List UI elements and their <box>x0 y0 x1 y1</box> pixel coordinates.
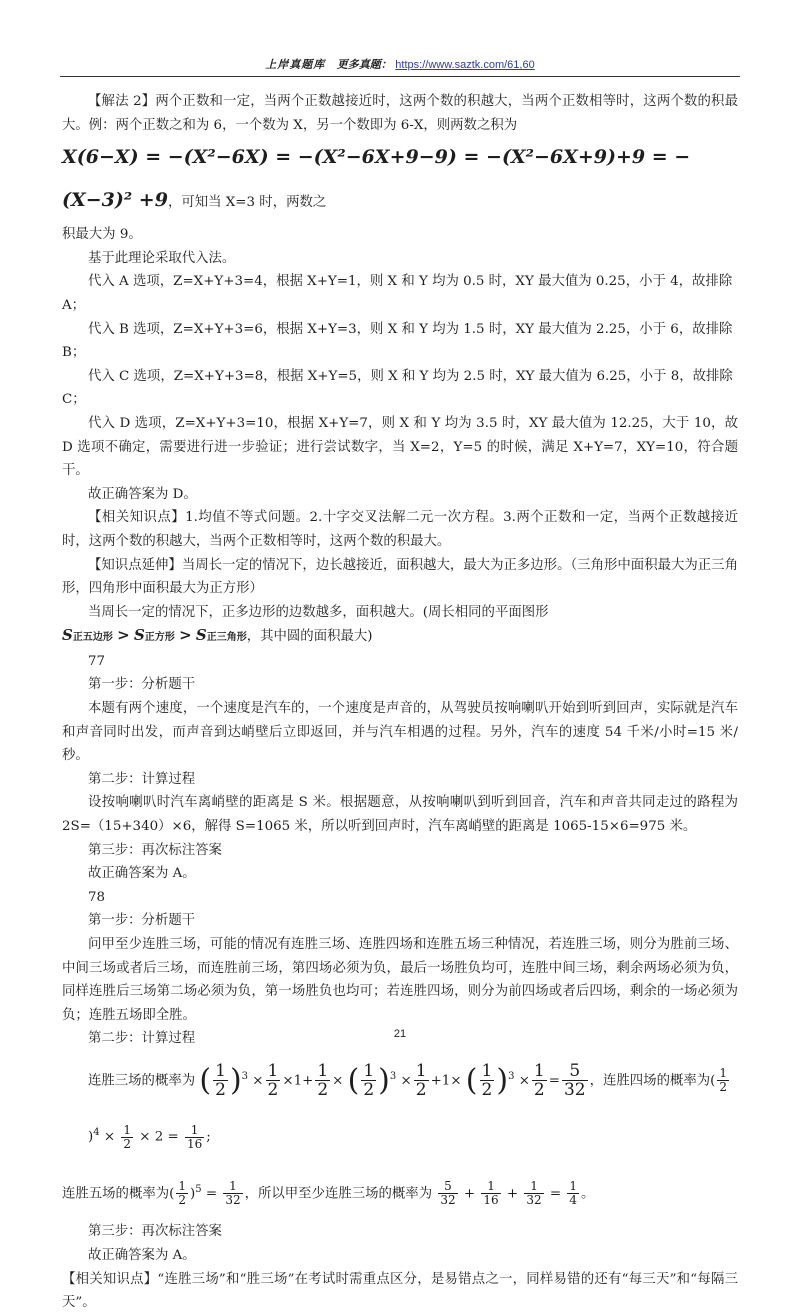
related-knowledge-76: 【相关知识点】1.均值不等式问题。2.十字交叉法解二元一次方程。3.两个正数和一定，当两个正数越接近时，这两个数的积越大，当两个正数相等时，这两个数的积最大。 <box>62 510 738 549</box>
answer-76: 故正确答案为 D。 <box>88 486 197 502</box>
header-label: 更多真题： <box>336 58 392 71</box>
q77-step1-title: 第一步：分析题干 <box>88 677 196 693</box>
question-number-77: 77 <box>88 653 106 669</box>
option-b-line: 代入 B 选项，Z=X+Y+3=6，根据 X+Y=3，则 X 和 Y 均为 1.5 时，XY 最大值为 2.25，小于 6，故排除 B； <box>62 321 733 361</box>
question-number-78: 78 <box>88 889 106 905</box>
page-header <box>0 56 800 72</box>
q77-answer: 故正确答案为 A。 <box>88 866 196 882</box>
page-number: 21 <box>393 1028 407 1040</box>
probability-line-2: 连胜五场的概率为( $\frac{1}{2}$ )$^5$ = $\frac{1}{32}$ ，所以甲至少连胜三场的概率为 $\frac{5}{32}$ + $\frac{1}{16}$ + $\frac{1}{32}$ = $\frac{1}{4}$ 。 <box>62 1179 595 1208</box>
q77-step2-text: 设按响喇叭时汽车离峭壁的距离是 S 米。根据题意，从按响喇叭到听到回音，汽车和声音共同走过的路程为 2S=（15+340）×6，解得 S=1065 米，所以听到回声时，汽车离峭壁的距离是 1065-15×6=975 米。 <box>62 795 738 835</box>
related-knowledge-78: 【相关知识点】“连胜三场”和“胜三场”在考试时需重点区分，是易错点之一，同样易错的还有“每三天”和“每隔三天”。 <box>62 1271 738 1311</box>
q77-step3-title: 第三步：再次标注答案 <box>88 842 222 858</box>
method2-conclusion: 积最大为 9。 <box>62 227 142 243</box>
header-link[interactable]: https://www.saztk.com/61,60 <box>395 59 535 71</box>
q78-step1-text: 问甲至少连胜三场，可能的情况有连胜三场、连胜四场和连胜五场三种情况，若连胜三场，则分为胜前三场、中间三场或者后三场，而连胜前三场，第四场必须为负，最后一场胜负均可，连胜中间三场，剩余两场必须为负，同样连胜后三场第二场必须为负，第一场胜负也均可；若连胜四场，则分为前四场或者后四场，剩余的一场必须为负；连胜五场即全胜。 <box>62 937 738 1023</box>
method2-paragraph: 【解法 2】两个正数和一定，当两个正数越接近时，这两个数的积越大，当两个正数相等时，这两个数的积最大。例：两个正数之和为 6，一个数为 X，另一个数即为 6-X，则两数之积为 <box>62 94 738 133</box>
area-inequality: S正五边形 > S正方形 > S正三角形，其中圆的面积最大) <box>62 626 373 645</box>
knowledge-extension-2: 当周长一定的情况下，正多边形的边数越多，面积越大。(周长相同的平面图形 <box>88 604 549 620</box>
option-c-line: 代入 C 选项，Z=X+Y+3=8，根据 X+Y=5，则 X 和 Y 均为 2.5 时，XY 最大值为 6.25，小于 8，故排除 C； <box>62 368 733 408</box>
q78-step2-title: 第二步：计算过程 <box>88 1031 196 1047</box>
knowledge-extension: 【知识点延伸】当周长一定的情况下，边长越接近，面积越大，最大为正多边形。（三角形中面积最大为正三角形，四角形中面积最大为正方形） <box>62 557 738 597</box>
option-a-line: 代入 A 选项，Z=X+Y+3=4，根据 X+Y=1，则 X 和 Y 均为 0.5 时，XY 最大值为 0.25，小于 4，故排除 A； <box>62 274 733 313</box>
page-body <box>62 90 738 1315</box>
q78-answer: 故正确答案为 A。 <box>88 1247 196 1263</box>
option-d-line: 代入 D 选项，Z=X+Y+3=10，根据 X+Y=7，则 X 和 Y 均为 3.5 时，XY 最大值为 12.25，大于 10，故 D 选项不确定，需要进行进一步验证；进行尝试数字，当 X=2，Y=5 的时候，满足 X+Y=7，XY=10，符合题干。 <box>62 415 738 479</box>
header-rule <box>60 76 740 77</box>
substitution-intro: 基于此理论采取代入法。 <box>88 250 236 266</box>
equation-line <box>62 137 738 223</box>
q77-step2-title: 第二步：计算过程 <box>88 771 196 787</box>
q78-step3-title: 第三步：再次标注答案 <box>88 1224 222 1240</box>
probability-line-1: 连胜三场的概率为 ( $\frac{1}{2}$ )$^3$ × $\frac{1}{2}$ ×1+ $\frac{1}{2}$ × ( $\frac{1}{2}$ )$^3$ × $\frac{1}{2}$ +1× ( $\frac{1}{2}$ )$^3$ × $\frac{1}{2}$ = $\frac{5}{32}$ ，连胜四场的概率为( $\frac{1}{2}$ )$^4$ × $\frac{1}{2}$ × 2 = $\frac{1}{16}$ ; <box>88 1060 728 1151</box>
q78-step1-title: 第一步：分析题干 <box>88 913 196 929</box>
q77-step1-text: 本题有两个速度，一个速度是汽车的，一个速度是声音的，从驾驶员按响喇叭开始到听到回声，实际就是汽车和声音同时出发，而声音到达峭壁后立即返回，并与汽车相遇的过程。另外，汽车的速度 54 千米/小时=15 米/秒。 <box>62 701 738 764</box>
equation-note: ，可知当 X=3 时，两数之 <box>167 195 327 211</box>
product-equation: X(6−X) = −(X²−6X) = −(X²−6X+9−9) = −(X²−6X+9)+9 = −(X−3)² +9 <box>62 146 691 212</box>
header-brand: 上岸真题库 <box>265 58 326 71</box>
